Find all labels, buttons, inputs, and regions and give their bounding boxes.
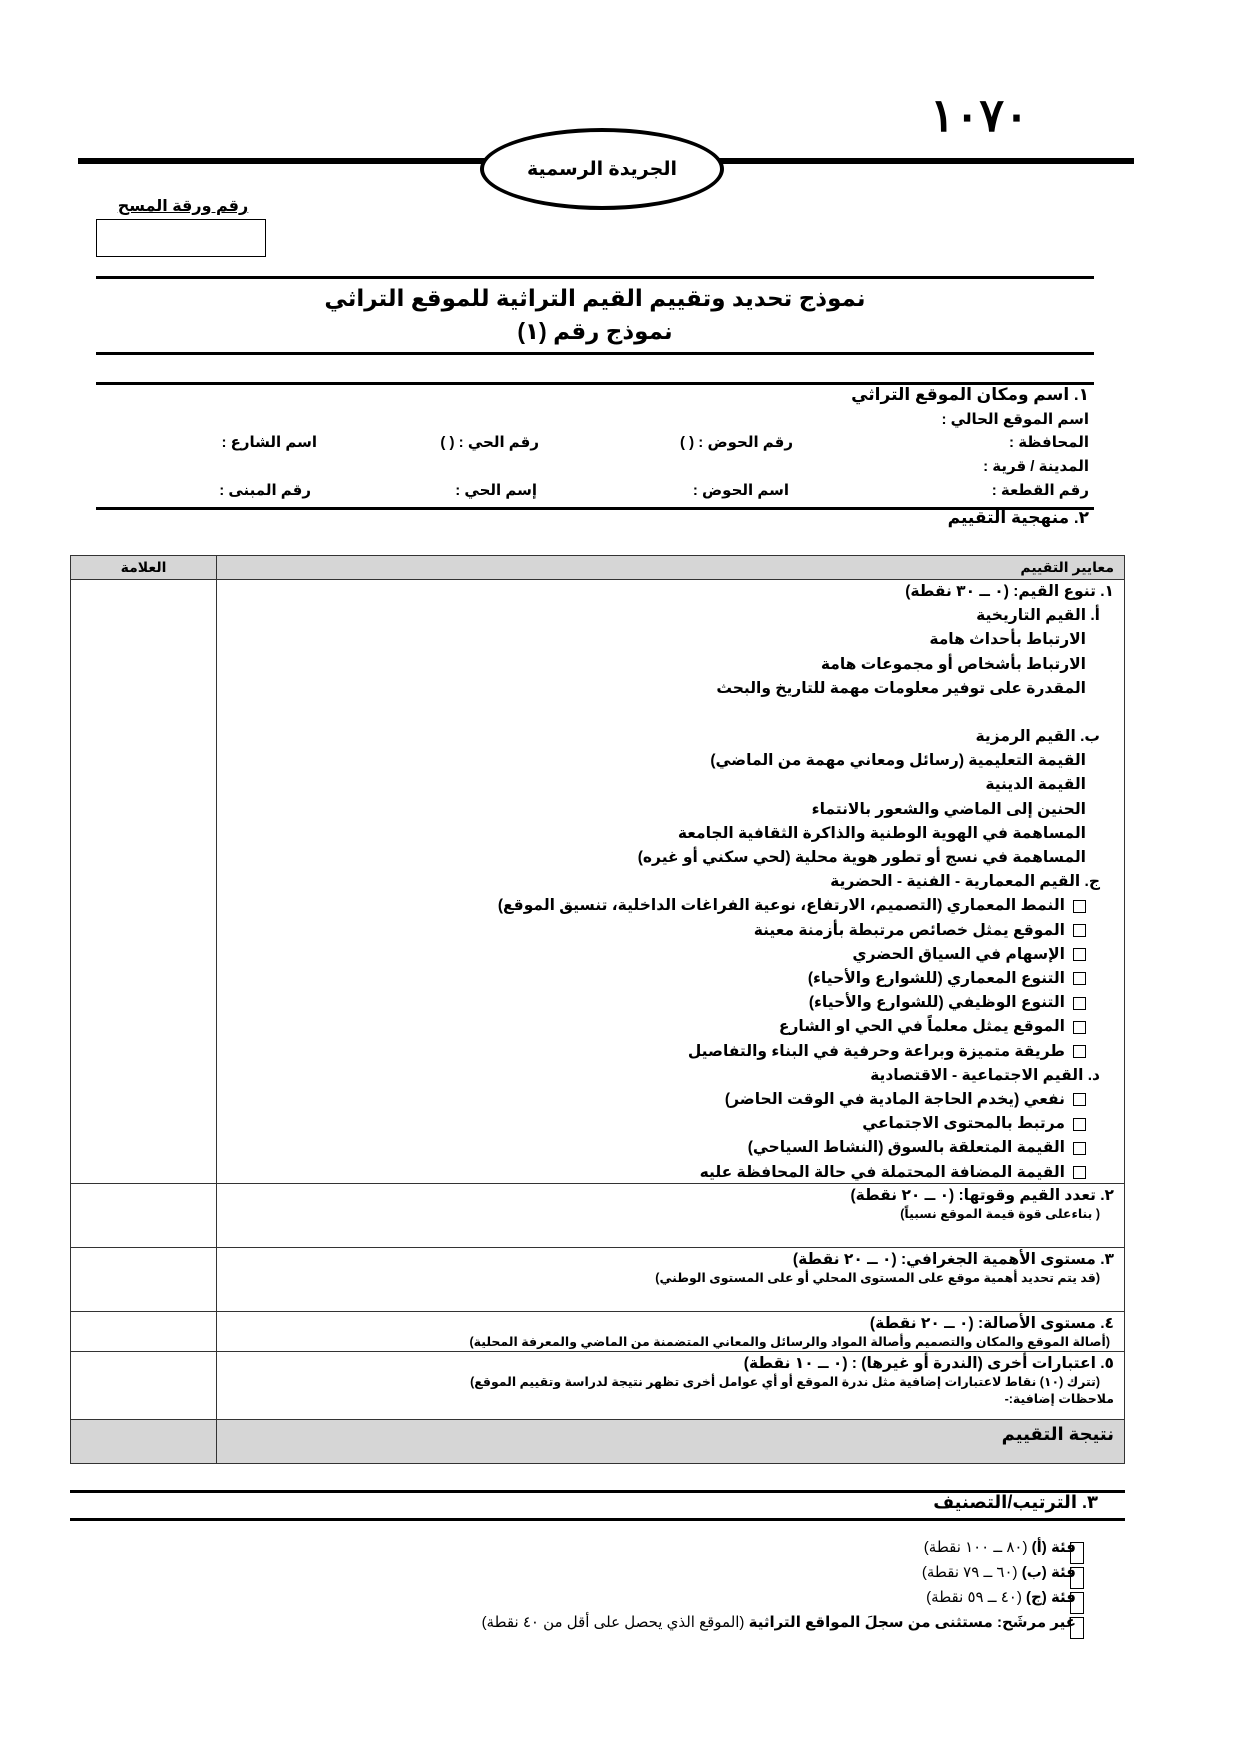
subgroup-title [217, 1064, 1114, 1088]
evaluation-table [70, 555, 1125, 1464]
label: المقدرة على توفير معلومات مهمة للتاريخ والبحث [716, 679, 1086, 697]
checkbox-label: طريقة متميزة وبراعة وحرفية في البناء والتفاصيل [687, 1042, 1065, 1060]
category-checkbox[interactable] [1070, 1592, 1084, 1614]
list-item[interactable] [217, 1112, 1114, 1136]
checkbox-label: النمط المعماري (التصميم، الارتفاع، نوعية الفراغات الداخلية، تنسيق الموقع) [497, 897, 1065, 915]
section2-heading: ٢. منهجية التقييم [947, 508, 1089, 527]
checkbox-label: الإسهام في السياق الحضري [852, 945, 1065, 963]
list-item[interactable] [217, 1015, 1114, 1039]
district-number-label: رقم الحي : ( ) [440, 434, 539, 451]
subgroup-title [217, 870, 1114, 894]
label: المساهمة في نسج أو تطور هوية محلية (لحي سكني أو غيره) [637, 849, 1086, 867]
category-range: (٨٠ ــ ١٠٠ نقطة) [923, 1539, 1028, 1556]
checkbox[interactable] [1073, 948, 1086, 961]
category-range: (٦٠ ــ ٧٩ نقطة) [921, 1564, 1018, 1581]
label: ١. تنوع القيم: (٠ ــ ٣٠ نقطة) [905, 583, 1114, 600]
criterion-note: (قد يتم تحديد أهمية موقع على المستوى المحلي أو على المستوى الوطني) [655, 1271, 1100, 1285]
category-checkbox[interactable] [1070, 1617, 1084, 1639]
list-item[interactable] [217, 943, 1114, 967]
plot-number-label: رقم القطعة : [991, 482, 1089, 499]
checkbox[interactable] [1073, 997, 1086, 1010]
checkbox[interactable] [1073, 1021, 1086, 1034]
list-item [217, 773, 1114, 797]
basin-name-label: اسم الحوض : [692, 482, 789, 499]
checkbox[interactable] [1073, 1142, 1086, 1155]
gazette-oval [480, 128, 724, 210]
category-label: غير مرشَح: مستثنى من سجلَ المواقع التراثية [748, 1614, 1076, 1631]
checkbox-label: مرتبط بالمحتوى الاجتماعي [862, 1115, 1065, 1133]
checkbox[interactable] [1073, 900, 1086, 913]
list-item[interactable] [217, 1136, 1114, 1160]
checkbox-label: القيمة المتعلقة بالسوق (النشاط السياحي) [747, 1139, 1065, 1157]
criterion-note: ( بناءعلى قوة قيمة الموقع نسبياً) [900, 1207, 1100, 1221]
subgroup-title [217, 604, 1114, 628]
list-item[interactable] [217, 967, 1114, 991]
list-item[interactable] [217, 1088, 1114, 1112]
label: أ. القيم التاريخية [976, 607, 1100, 625]
list-item [217, 822, 1114, 846]
mark-column-header: العلامة [120, 559, 167, 575]
remarks-label: ملاحظات إضافية:- [1004, 1392, 1114, 1406]
checkbox[interactable] [1073, 1045, 1086, 1058]
checkbox-label: التنوع المعماري (للشوارع والأحياء) [807, 970, 1065, 988]
divider [96, 276, 1094, 279]
checkbox[interactable] [1073, 972, 1086, 985]
checkbox[interactable] [1073, 1118, 1086, 1131]
subgroup-title [217, 725, 1114, 749]
form-subtitle: نموذج رقم (١) [517, 318, 673, 344]
gazette-title: الجريدة الرسمية [527, 158, 677, 180]
label: د. القيم الاجتماعية - الاقتصادية [870, 1066, 1100, 1084]
city-village-label: المدينة / قرية : [983, 458, 1089, 475]
criterion-note: (أصالة الموقع والمكان والتصميم وأصالة المواد والرسائل والمعاني المتضمنة من الماضي والمعرفة المحلية) [469, 1335, 1110, 1349]
category-option [924, 1538, 1076, 1556]
checkbox-label: الموقع يمثل معلماً في الحي او الشارع [778, 1018, 1065, 1036]
divider [70, 1518, 1125, 1521]
category-option [482, 1613, 1076, 1631]
label: الحنين إلى الماضي والشعور بالانتماء [811, 800, 1086, 818]
category-range: (٤٠ ــ ٥٩ نقطة) [926, 1589, 1022, 1606]
label: الارتباط بأشخاص أو مجموعات هامة [820, 655, 1086, 673]
page-number: ١٠٧٠ [930, 90, 1029, 141]
governorate-label: المحافظة : [1009, 434, 1089, 451]
label: القيمة الدينية [985, 776, 1086, 794]
list-item [217, 846, 1114, 870]
criteria-column-header: معايير التقييم [216, 556, 1124, 579]
category-option [926, 1588, 1076, 1606]
category-label: فئة (أ) [1031, 1539, 1076, 1556]
street-name-label: اسم الشارع : [221, 434, 317, 451]
criterion-title: ٥. اعتبارات أخرى (الندرة أو غيرها) : (٠ ــ ١٠ نقطة) [743, 1355, 1114, 1372]
table-row-value-strength [71, 1184, 1124, 1248]
checkbox[interactable] [1073, 1166, 1086, 1179]
list-item [217, 628, 1114, 652]
criterion-title: ٤. مستوى الأصالة: (٠ ــ ٢٠ نقطة) [869, 1315, 1114, 1332]
basin-number-label: رقم الحوض : ( ) [679, 434, 793, 451]
category-label: فئة (ج) [1025, 1589, 1076, 1606]
list-item[interactable] [217, 919, 1114, 943]
checkbox[interactable] [1073, 924, 1086, 937]
checkbox-label: التنوع الوظيفي (للشوارع والأحياء) [808, 994, 1065, 1012]
list-item [217, 653, 1114, 677]
list-item [217, 677, 1114, 701]
table-row-geographic-importance [71, 1248, 1124, 1312]
current-name-label: اسم الموقع الحالي : [941, 411, 1089, 428]
table-row-authenticity [71, 1312, 1124, 1352]
list-item[interactable] [217, 991, 1114, 1015]
list-item [217, 798, 1114, 822]
label: المساهمة في الهوية الوطنية والذاكرة الثقافية الجامعة [677, 824, 1086, 842]
category-checkbox[interactable] [1070, 1542, 1084, 1564]
label: ج. القيم المعمارية - الفنية - الحضرية [830, 873, 1100, 891]
criterion-title: ٣. مستوى الأهمية الجغرافي: (٠ ــ ٢٠ نقطة) [792, 1251, 1114, 1268]
category-checkbox[interactable] [1070, 1567, 1084, 1589]
label: الارتباط بأحداث هامة [929, 631, 1086, 649]
form-title: نموذج تحديد وتقييم القيم التراثية للموقع التراثي [324, 285, 866, 311]
district-name-label: إسم الحي : [455, 482, 537, 499]
list-item[interactable] [217, 894, 1114, 918]
table-row-result [71, 1420, 1124, 1463]
divider [96, 507, 1094, 510]
checkbox-label: الموقع يمثل خصائص مرتبطة بأزمنة معينة [753, 921, 1065, 939]
survey-sheet-label: رقم ورقة المسح [117, 198, 249, 215]
survey-sheet-number-field[interactable] [96, 219, 266, 257]
checkbox[interactable] [1073, 1093, 1086, 1106]
label: القيمة التعليمية (رسائل ومعاني مهمة من الماضي) [710, 752, 1086, 770]
list-item[interactable] [217, 1040, 1114, 1064]
section3-heading: ٣. الترتيب/التصنيف [933, 1492, 1098, 1512]
category-range: (الموقع الذي يحصل على أقل من ٤٠ نقطة) [481, 1614, 745, 1631]
label: ب. القيم الرمزية [975, 728, 1100, 746]
criterion-note: (تترك (١٠) نقاط لاعتبارات إضافية مثل ندرة الموقع أو أي عوامل أخرى تظهر نتيجة لدراسة وتقييم الموقع) [470, 1375, 1100, 1389]
building-number-label: رقم المبنى : [219, 482, 311, 499]
section1-heading: ١. اسم ومكان الموقع التراثي [851, 385, 1089, 404]
result-label: نتيجة التقييم [216, 1420, 1124, 1463]
category-label: فئة (ب) [1021, 1564, 1076, 1581]
criterion-title [217, 580, 1114, 604]
criteria-cell [216, 580, 1124, 1183]
list-item[interactable] [217, 1161, 1114, 1185]
criterion-title: ٢. تعدد القيم وقوتها: (٠ ــ ٢٠ نقطة) [850, 1187, 1114, 1204]
checkbox-label: نفعي (يخدم الحاجة المادية في الوقت الحاضر) [724, 1091, 1065, 1109]
checkbox-label: القيمة المضافة المحتملة في حالة المحافظة عليه [699, 1163, 1065, 1181]
list-item [217, 749, 1114, 773]
divider [96, 352, 1094, 355]
table-header-row [71, 556, 1124, 580]
table-row-other-considerations [71, 1352, 1124, 1420]
table-row-value-diversity [71, 580, 1124, 1184]
category-option [922, 1563, 1076, 1581]
